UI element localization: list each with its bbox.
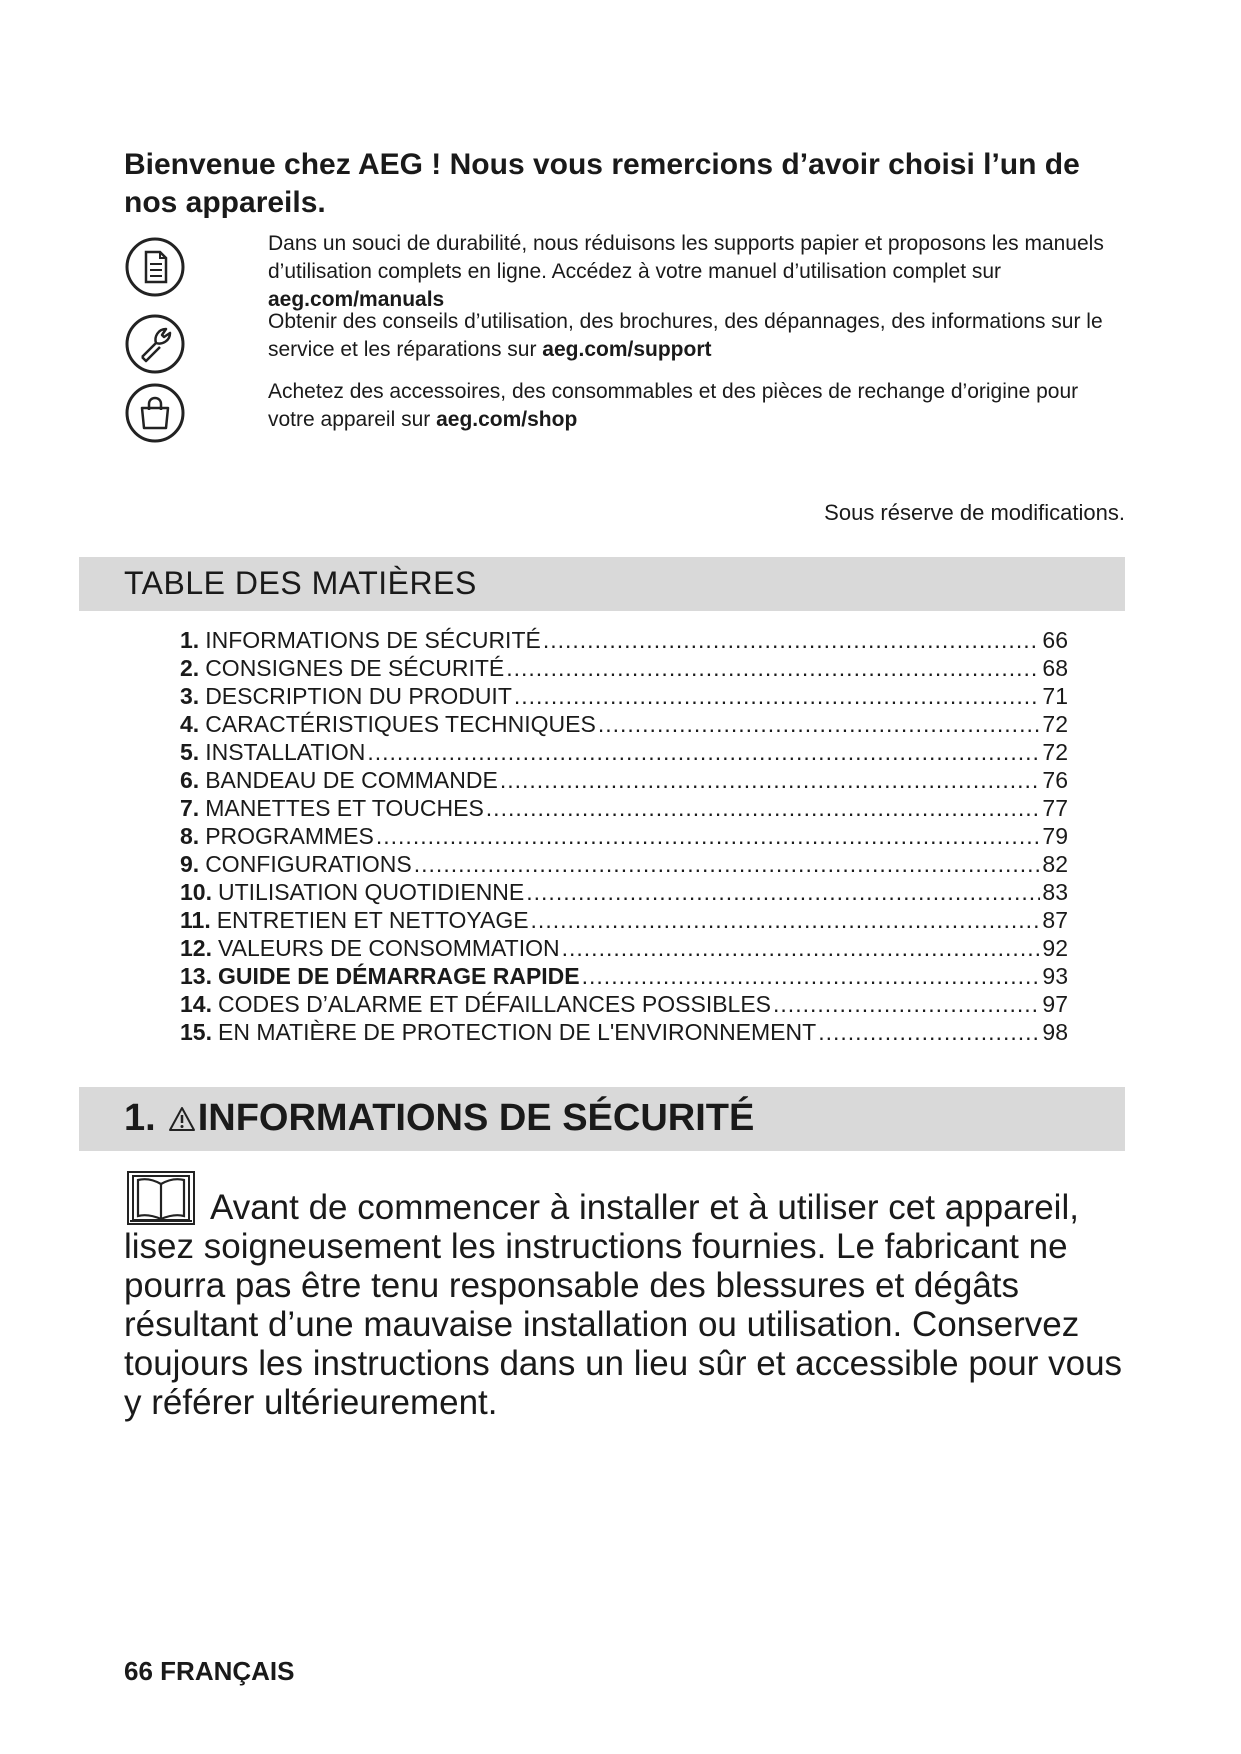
toc-item-label: CONFIGURATIONS <box>205 851 412 877</box>
toc-item-label: MANETTES ET TOUCHES <box>205 795 484 821</box>
manuals-info-text: Dans un souci de durabilité, nous réduisons les supports papier et proposons les manuels d’utilisation complets en ligne. Accédez à votre manuel d’utilisation complet sur aeg.com/manuals <box>268 232 1104 311</box>
toc-item-page: 72 <box>1042 739 1068 765</box>
manuals-link[interactable]: aeg.com/manuals <box>268 288 445 311</box>
toc-item-number: 4. <box>180 711 200 737</box>
toc-item-page: 98 <box>1042 1019 1068 1045</box>
toc-item-page: 68 <box>1042 655 1068 681</box>
toc-item[interactable] <box>180 906 1068 934</box>
section-heading: INFORMATIONS DE SÉCURITÉ <box>197 1097 755 1139</box>
toc-item-number: 13. <box>180 963 212 989</box>
toc-leader-dots <box>514 682 1041 710</box>
toc-item-number: 11. <box>180 907 211 933</box>
toc-item-number: 1. <box>180 627 200 653</box>
toc-item-page: 71 <box>1042 683 1068 709</box>
wrench-icon <box>124 313 186 375</box>
toc-leader-dots <box>500 766 1041 794</box>
toc-item-number: 3. <box>180 683 200 709</box>
toc-item-page: 77 <box>1042 795 1068 821</box>
toc-item[interactable] <box>180 626 1068 654</box>
toc-item-page: 79 <box>1042 823 1068 849</box>
toc-leader-dots <box>598 710 1041 738</box>
support-info-text: Obtenir des conseils d’utilisation, des brochures, des dépannages, des informations sur le service et les réparations sur aeg.com/support <box>268 310 1103 361</box>
toc-leader-dots <box>818 1018 1040 1046</box>
language-label: FRANÇAIS <box>160 1656 295 1686</box>
shop-link[interactable]: aeg.com/shop <box>436 408 578 431</box>
toc-item[interactable] <box>180 766 1068 794</box>
safety-title <box>124 1097 754 1140</box>
toc-item[interactable] <box>180 990 1068 1018</box>
toc-item-number: 6. <box>180 767 200 793</box>
toc-item-number: 14. <box>180 991 212 1017</box>
toc-item-label: EN MATIÈRE DE PROTECTION DE L'ENVIRONNEMENT <box>217 1019 817 1045</box>
toc-item-label: ENTRETIEN ET NETTOYAGE <box>216 907 529 933</box>
toc-leader-dots <box>526 878 1040 906</box>
toc-item-label: GUIDE DE DÉMARRAGE RAPIDE <box>217 963 580 989</box>
toc-leader-dots <box>773 990 1040 1018</box>
section-number: 1. <box>124 1097 156 1139</box>
toc-item[interactable] <box>180 654 1068 682</box>
toc-leader-dots <box>486 794 1041 822</box>
warning-icon <box>168 1106 196 1132</box>
toc-leader-dots <box>562 934 1041 962</box>
toc-item-label: DESCRIPTION DU PRODUIT <box>205 683 512 709</box>
toc-item-label: INSTALLATION <box>205 739 366 765</box>
manual-icon <box>124 236 186 298</box>
shopping-bag-icon <box>124 382 186 444</box>
toc-item-number: 8. <box>180 823 200 849</box>
toc-item-page: 87 <box>1042 907 1068 933</box>
toc-item-label: PROGRAMMES <box>205 823 374 849</box>
toc-item-label: INFORMATIONS DE SÉCURITÉ <box>205 627 541 653</box>
toc-item[interactable] <box>180 850 1068 878</box>
toc-item-number: 9. <box>180 851 200 877</box>
toc-item-number: 12. <box>180 935 212 961</box>
toc-item[interactable] <box>180 682 1068 710</box>
toc-item-number: 5. <box>180 739 200 765</box>
toc-item-page: 97 <box>1042 991 1068 1017</box>
toc-item-number: 15. <box>180 1019 212 1045</box>
toc-item-page: 66 <box>1042 627 1068 653</box>
toc-item-label: CODES D’ALARME ET DÉFAILLANCES POSSIBLES <box>217 991 772 1017</box>
safety-header <box>79 1087 1125 1151</box>
page-number: 66 <box>124 1656 153 1686</box>
toc-item-page: 82 <box>1042 851 1068 877</box>
toc-item-page: 93 <box>1042 963 1068 989</box>
toc-item[interactable] <box>180 794 1068 822</box>
toc-item-page: 83 <box>1042 879 1068 905</box>
toc-title: TABLE DES MATIÈRES <box>124 565 477 601</box>
toc-item[interactable] <box>180 878 1068 906</box>
toc-item-page: 76 <box>1042 767 1068 793</box>
toc-list <box>180 626 1068 1046</box>
toc-leader-dots <box>414 850 1041 878</box>
toc-leader-dots <box>531 906 1041 934</box>
toc-item-label: CONSIGNES DE SÉCURITÉ <box>205 655 505 681</box>
toc-leader-dots <box>376 822 1041 850</box>
toc-item[interactable] <box>180 934 1068 962</box>
shop-info-text: Achetez des accessoires, des consommables et des pièces de rechange d’origine pour votre appareil sur aeg.com/shop <box>268 380 1079 431</box>
toc-leader-dots <box>367 738 1040 766</box>
toc-item[interactable] <box>180 822 1068 850</box>
welcome-title: Bienvenue chez AEG ! Nous vous remercions d’avoir choisi l’un de nos appareils. <box>124 148 1080 219</box>
reserve-note: Sous réserve de modifications. <box>824 500 1125 525</box>
toc-item-number: 7. <box>180 795 200 821</box>
toc-item-number: 2. <box>180 655 200 681</box>
toc-item-page: 92 <box>1042 935 1068 961</box>
toc-item[interactable] <box>180 710 1068 738</box>
safety-intro: Avant de commencer à installer et à utiliser cet appareil, lisez soigneusement les instructions fournies. Le fabricant ne pourra pas être tenu responsable des blessures et dégâts résultant d’une mauvaise installation ou utilisation. Conservez toujours les instructions dans un lieu sûr et accessible pour vous y référer ultérieurement. <box>124 1188 1123 1422</box>
toc-item[interactable] <box>180 738 1068 766</box>
toc-leader-dots <box>506 654 1040 682</box>
toc-leader-dots <box>543 626 1041 654</box>
toc-item[interactable] <box>180 1018 1068 1046</box>
toc-header <box>79 557 1125 611</box>
toc-item-label: VALEURS DE CONSOMMATION <box>217 935 560 961</box>
toc-item[interactable] <box>180 962 1068 990</box>
toc-item-number: 10. <box>180 879 212 905</box>
toc-item-label: UTILISATION QUOTIDIENNE <box>217 879 525 905</box>
toc-item-page: 72 <box>1042 711 1068 737</box>
support-link[interactable]: aeg.com/support <box>542 338 712 361</box>
toc-item-label: BANDEAU DE COMMANDE <box>205 767 498 793</box>
toc-item-label: CARACTÉRISTIQUES TECHNIQUES <box>205 711 596 737</box>
page-footer <box>124 1656 295 1687</box>
toc-leader-dots <box>582 962 1041 990</box>
